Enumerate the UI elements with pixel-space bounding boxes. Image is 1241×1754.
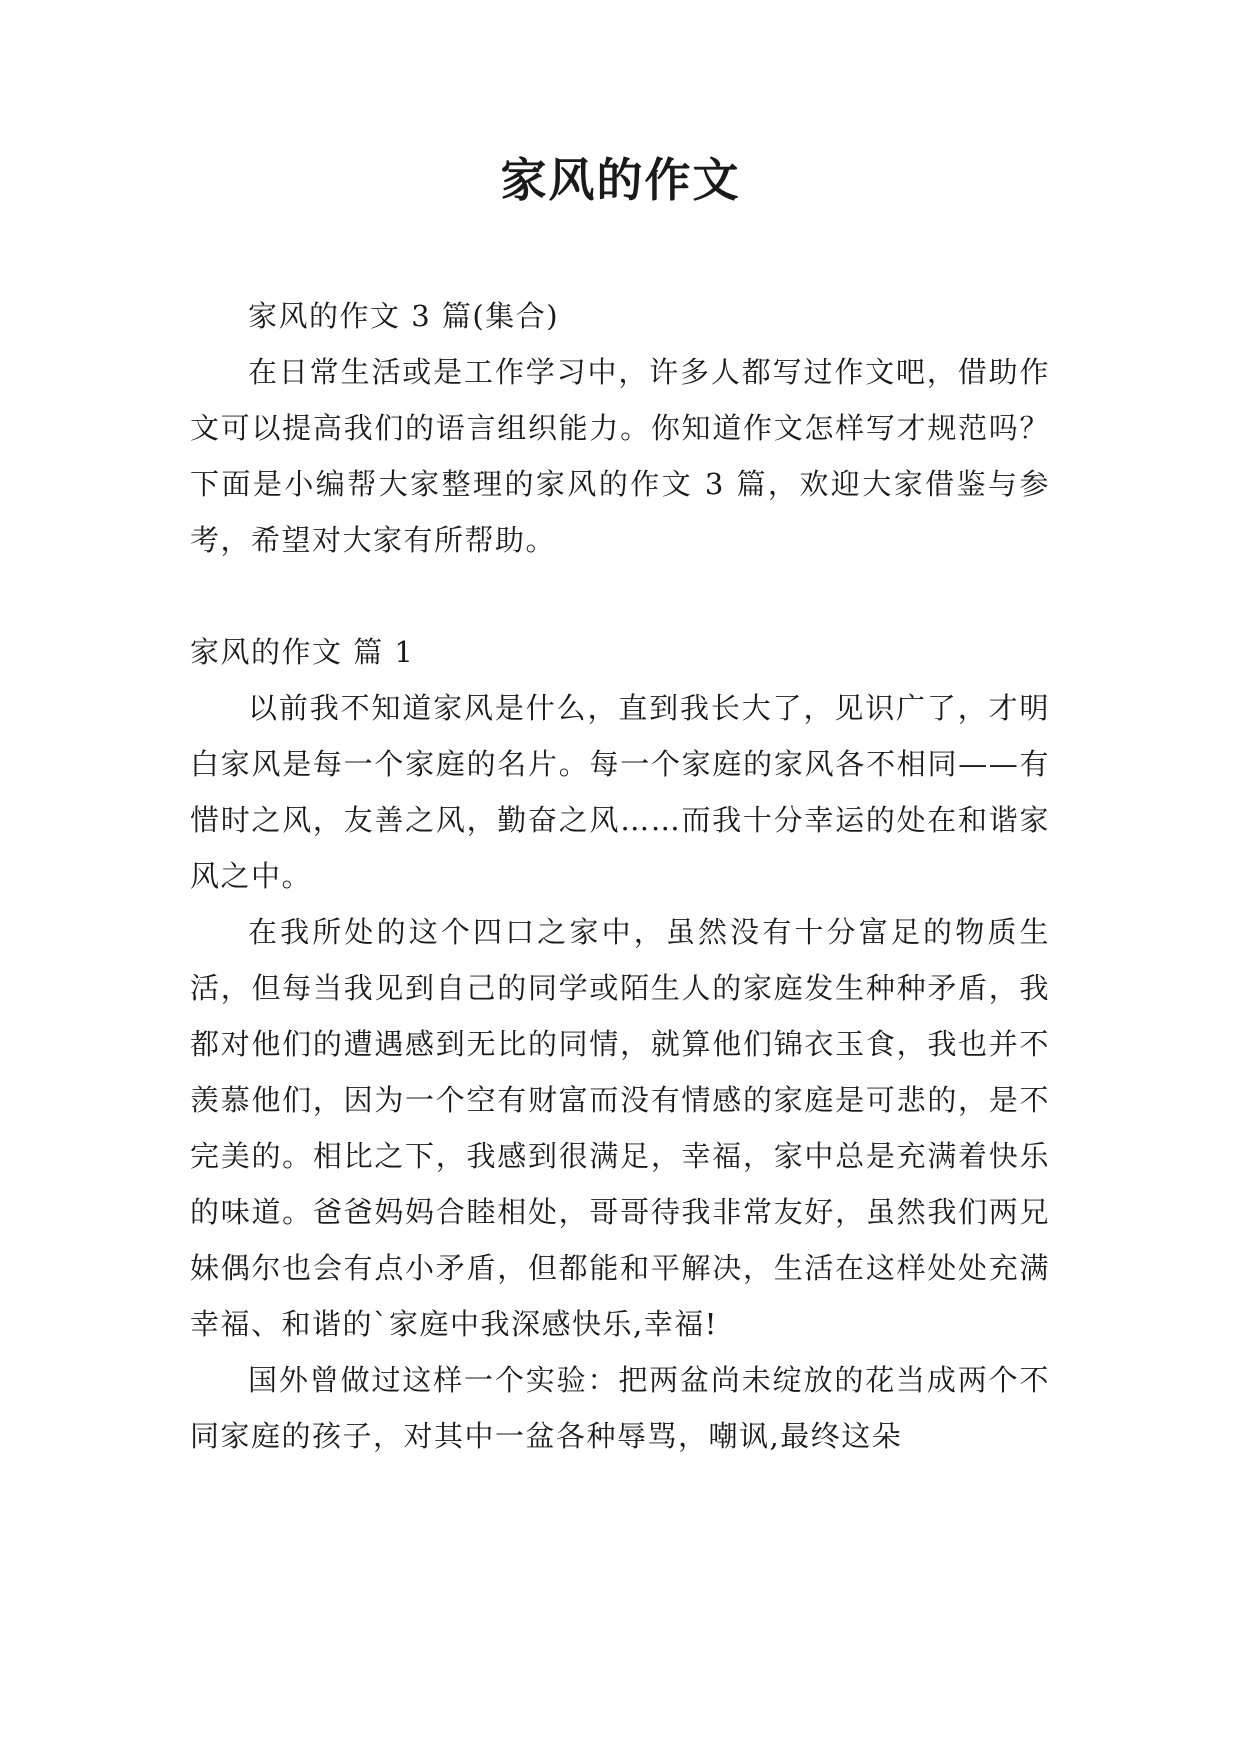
document-subtitle: 家风的作文 3 篇(集合) [248, 299, 560, 333]
section-gap [190, 568, 1050, 624]
page-title: 家风的作文 [500, 153, 741, 207]
essay-paragraph: 国外曾做过这样一个实验：把两盆尚未绽放的花当成两个不同家庭的孩子，对其中一盆各种辱骂，嘲讽,最终这朵 [190, 1363, 1050, 1453]
essay-paragraph: 在我所处的这个四口之家中，虽然没有十分富足的物质生活，但每当我见到自己的同学或陌生人的家庭发生种种矛盾，我都对他们的遭遇感到无比的同情，就算他们锦衣玉食，我也并不羡慕他们，因为一个空有财富而没有情感的家庭是可悲的，是不完美的。相比之下，我感到很满足，幸福，家中总是充满着快乐的味道。爸爸妈妈合睦相处，哥哥待我非常友好，虽然我们两兄妹偶尔也会有点小矛盾，但都能和平解决，生活在这样处处充满幸福、和谐的`家庭中我深感快乐,幸福! [190, 915, 1050, 1341]
intro-paragraph: 在日常生活或是工作学习中，许多人都写过作文吧，借助作文可以提高我们的语言组织能力。你知道作文怎样写才规范吗？下面是小编帮大家整理的家风的作文 3 篇，欢迎大家借鉴与参考，希望对大家有所帮助。 [190, 355, 1050, 557]
essay-paragraph: 以前我不知道家风是什么，直到我长大了，见识广了，才明白家风是每一个家庭的名片。每一个家庭的家风各不相同——有惜时之风，友善之风，勤奋之风……而我十分幸运的处在和谐家风之中。 [190, 691, 1050, 893]
essay-heading: 家风的作文 篇 1 [190, 635, 415, 669]
document-body [190, 288, 1050, 1464]
